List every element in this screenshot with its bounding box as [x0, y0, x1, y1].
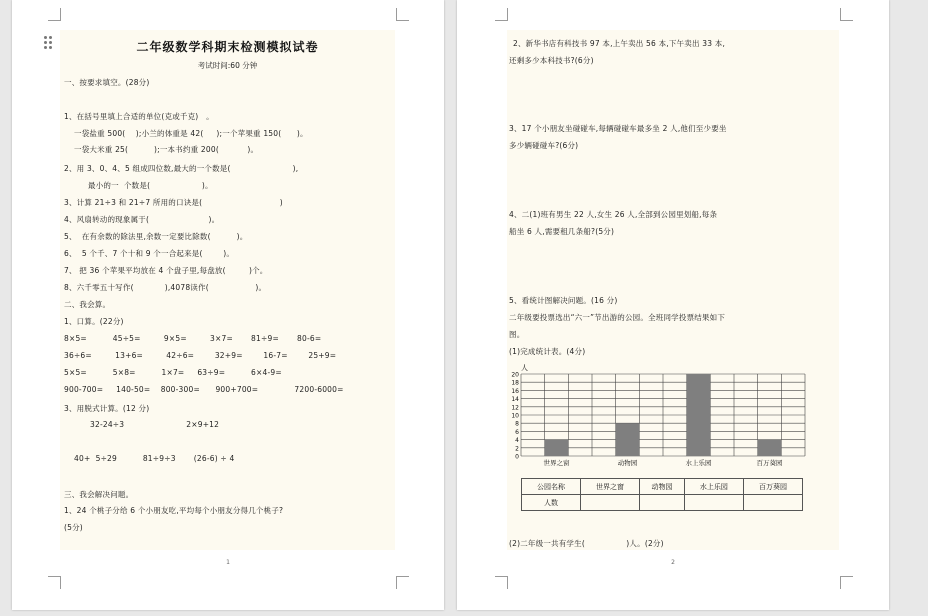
document-page-2 [457, 0, 889, 610]
question-line: 1、在括号里填上合适的单位(克或千克) 。 [64, 112, 214, 121]
chart-bar [616, 423, 640, 456]
y-tick-label: 2 [515, 445, 519, 453]
exam-subtitle: 考试时间:60 分钟 [197, 61, 258, 70]
crop-mark [840, 8, 853, 21]
calc-row: 8×5= 45÷5= 9×5= 3×7= 81÷9= 80-6= [64, 334, 322, 343]
question-line: 最小的一 个数是( )。 [88, 181, 213, 190]
crop-mark [495, 8, 508, 21]
table-header-cell: 水上乐园 [684, 479, 743, 495]
question-line: 2、新华书店有科技书 97 本,上午卖出 56 本,下午卖出 33 本, [513, 39, 726, 48]
y-tick-label: 14 [511, 396, 519, 404]
calc-row: 5×5= 5×8= 1×7= 63÷9= 6×4-9= [64, 368, 282, 377]
question-line: 4、风扇转动的现象属于( )。 [64, 215, 220, 224]
drag-handle-icon[interactable] [44, 36, 54, 50]
question-line: (1)完成统计表。(4分) [509, 347, 586, 356]
crop-mark [48, 8, 61, 21]
crop-mark [48, 576, 61, 589]
table-header-cell: 百万葵园 [743, 479, 802, 495]
y-tick-label: 10 [511, 412, 519, 420]
exam-title: 二年级数学科期末检测模拟试卷 [136, 40, 319, 54]
calc-row: 32-24÷3 2×9+12 [90, 420, 220, 429]
y-tick-label: 18 [511, 379, 519, 387]
crop-mark [840, 576, 853, 589]
x-category-label: 百万葵园 [756, 459, 783, 467]
statistics-table [521, 478, 803, 511]
y-tick-label: 16 [511, 387, 519, 395]
y-axis-unit-label: 人 [521, 364, 528, 372]
table-input-cell[interactable] [640, 495, 685, 511]
bar-chart [507, 362, 807, 472]
table-input-cell[interactable] [684, 495, 743, 511]
chart-bar [687, 374, 711, 456]
section-heading: 一、按要求填空。(28分) [64, 78, 150, 87]
question-line: (5分) [64, 523, 83, 532]
table-header-cell: 世界之窗 [581, 479, 640, 495]
question-line: 3、计算 21÷3 和 21÷7 所用的口诀是( ) [64, 198, 283, 207]
calc-row: 36÷6= 13+6= 42÷6= 32+9= 16-7= 25+9= [64, 351, 337, 360]
chart-bar [758, 440, 782, 456]
crop-mark [396, 8, 409, 21]
question-line: 7、 把 36 个苹果平均放在 4 个盘子里,每盘放( )个。 [64, 266, 268, 275]
question-line: 一袋大米重 25( );一本书约重 200( )。 [74, 145, 259, 154]
question-line: 4、二(1)班有男生 22 人,女生 26 人,全部到公园里划船,每条 [509, 210, 718, 219]
crop-mark [396, 576, 409, 589]
calc-row: 900-700= 140-50= 800-300= 900+700= 7200-6000= [64, 385, 344, 394]
section-heading: 二、我会算。 [64, 300, 111, 309]
question-line: 5、 在有余数的除法里,余数一定要比除数( )。 [64, 232, 248, 241]
y-tick-label: 8 [515, 420, 519, 428]
chart-bar [545, 440, 569, 456]
table-input-cell[interactable] [743, 495, 802, 511]
y-tick-label: 6 [515, 428, 519, 436]
question-line: 6、 5 个千、7 个十和 9 个一合起来是( )。 [64, 249, 235, 258]
table-row [522, 495, 803, 511]
question-line: 一袋盐重 500( );小兰的体重是 42( );一个苹果重 150( )。 [74, 129, 308, 138]
question-line: 还剩多少本科技书?(6分) [509, 56, 594, 65]
crop-mark [495, 576, 508, 589]
question-line: 多少辆碰碰车?(6分) [509, 141, 579, 150]
y-tick-label: 0 [515, 453, 519, 461]
x-category-label: 动物园 [617, 459, 638, 467]
page-content-area[interactable] [507, 30, 839, 550]
y-tick-label: 4 [515, 437, 519, 445]
question-line: 1、24 个桃子分给 6 个小朋友吃,平均每个小朋友分得几个桃子? [64, 506, 284, 515]
question-line: 3、17 个小朋友坐碰碰车,每辆碰碰车最多坐 2 人,他们至少要坐 [509, 124, 727, 133]
x-category-label: 水上乐园 [685, 459, 712, 467]
question-line: 1、口算。(22分) [64, 317, 124, 326]
question-line: 二年级要投票选出“六一”节出游的公园。全班同学投票结果如下 [509, 313, 726, 322]
question-line: 5、看统计图解决问题。(16 分) [509, 296, 618, 305]
question-line: 船坐 6 人,需要租几条船?(5分) [509, 227, 615, 236]
y-tick-label: 20 [511, 371, 519, 379]
x-category-label: 世界之窗 [543, 459, 570, 467]
document-page-1 [12, 0, 444, 610]
table-header-cell: 人数 [522, 495, 581, 511]
table-header-cell: 动物园 [640, 479, 685, 495]
question-line: 图。 [509, 330, 525, 339]
table-row [522, 479, 803, 495]
question-line: 8、六千零五十写作( ),4078读作( )。 [64, 283, 267, 292]
page-number: 1 [226, 559, 230, 566]
table-input-cell[interactable] [581, 495, 640, 511]
calc-row: 40+ 5÷29 81÷9÷3 (26-6) ÷ 4 [74, 454, 235, 463]
section-heading: 三、我会解决问题。 [64, 490, 134, 499]
y-tick-label: 12 [511, 404, 519, 412]
page-content-area[interactable] [60, 30, 395, 550]
page-number: 2 [671, 559, 675, 566]
question-line: 3、用脱式计算。(12 分) [64, 404, 150, 413]
question-line: 2、用 3、0、4、5 组成四位数,最大的一个数是( ), [64, 164, 299, 173]
table-header-cell: 公园名称 [522, 479, 581, 495]
question-line: (2)二年级一共有学生( )人。(2分) [509, 539, 664, 548]
